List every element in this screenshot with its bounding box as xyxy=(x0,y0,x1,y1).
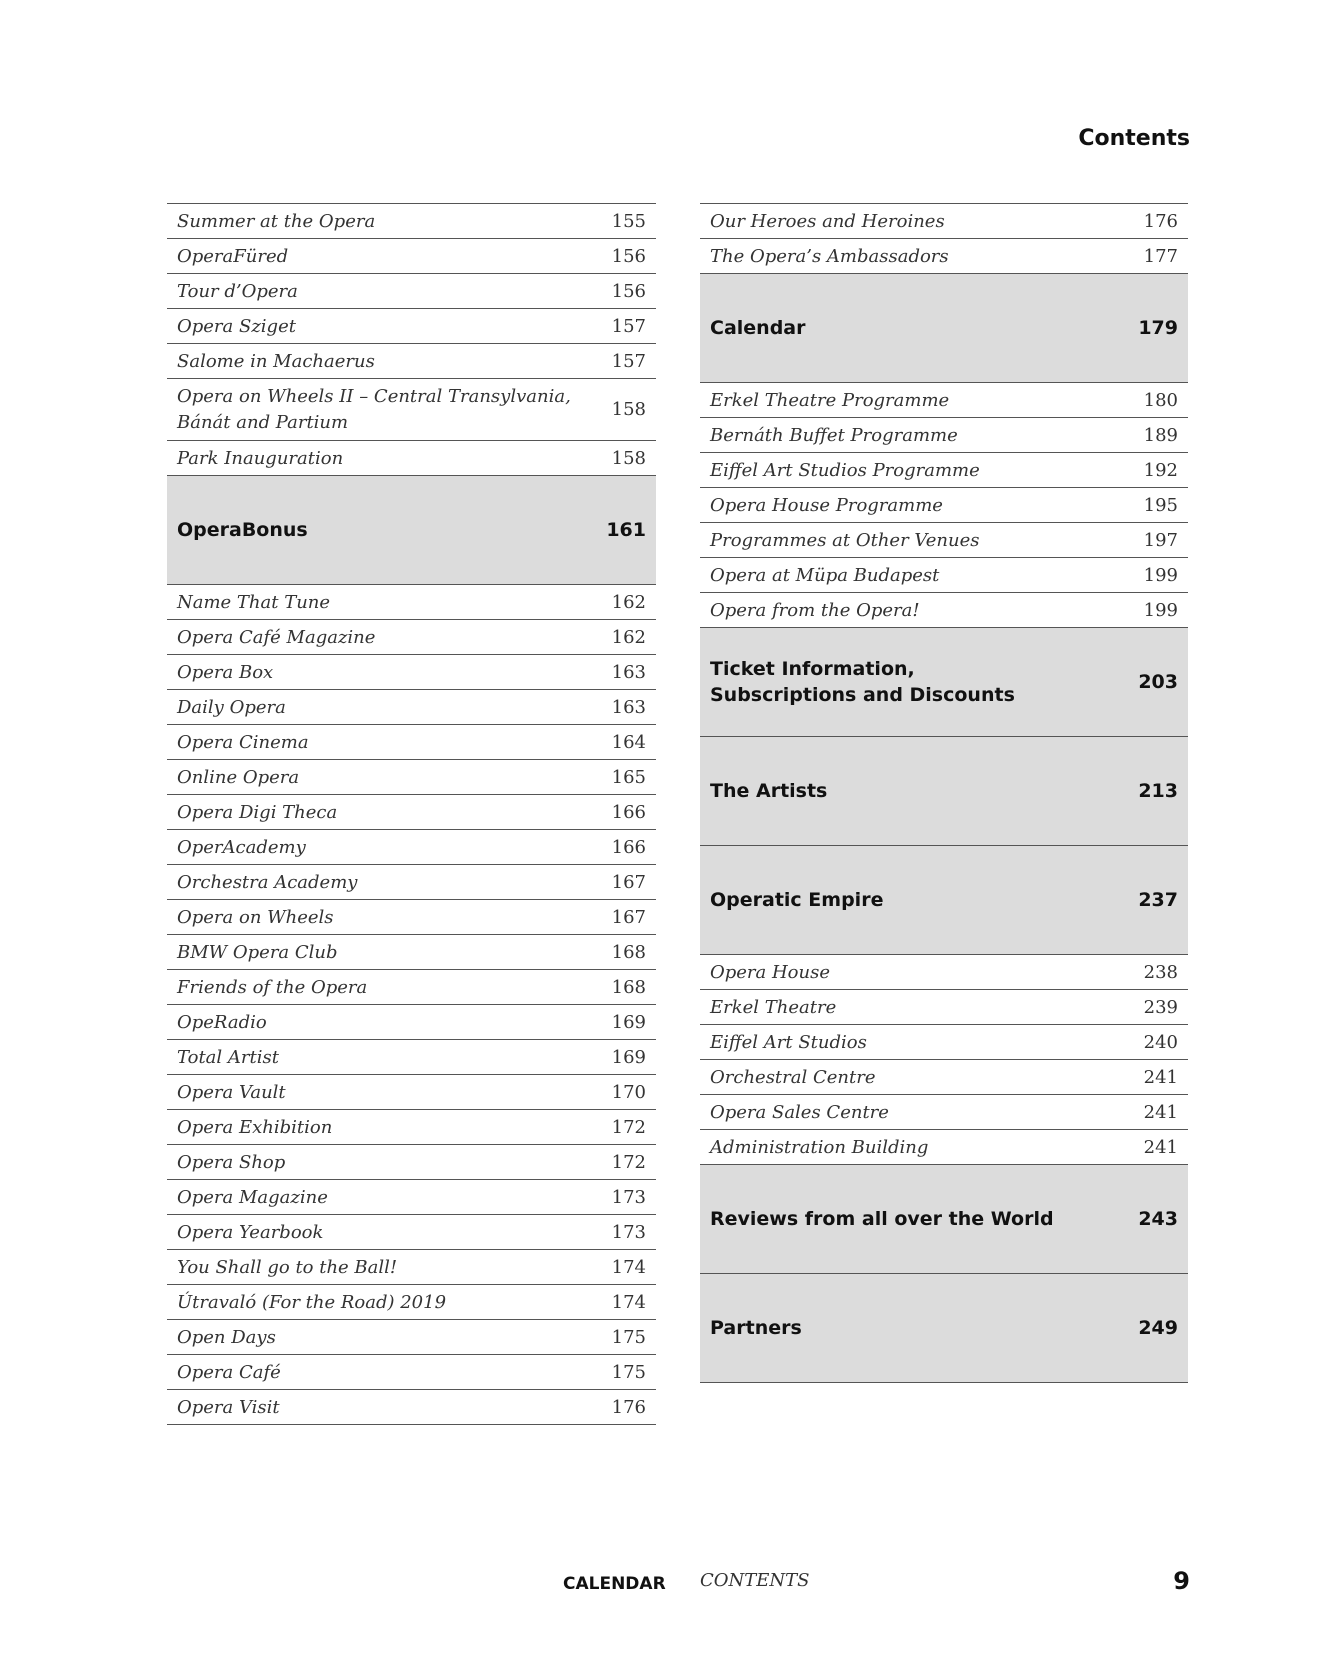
toc-entry-page: 163 xyxy=(611,696,646,718)
toc-entry-title: OperaBonus xyxy=(177,519,308,541)
toc-entry-title: Opera House Programme xyxy=(710,494,943,516)
toc-entry-page: 162 xyxy=(611,591,646,613)
toc-entry-page: 162 xyxy=(611,626,646,648)
toc-entry-page: 189 xyxy=(1143,424,1178,446)
toc-entry-page: 161 xyxy=(606,519,646,541)
toc-entry-row[interactable] xyxy=(167,344,656,379)
toc-entry-row[interactable] xyxy=(700,1130,1188,1165)
toc-entry-title: Online Opera xyxy=(177,766,300,788)
toc-entry-row[interactable] xyxy=(167,1075,656,1110)
toc-entry-page: 241 xyxy=(1143,1136,1178,1158)
toc-entry-row[interactable] xyxy=(700,239,1188,274)
page-number: 9 xyxy=(1173,1567,1190,1595)
toc-entry-row[interactable] xyxy=(700,593,1188,628)
toc-entry-row[interactable] xyxy=(167,1250,656,1285)
toc-entry-title: Erkel Theatre xyxy=(710,996,837,1018)
footer-label: CONTENTS xyxy=(700,1570,810,1591)
toc-entry-title: Opera Exhibition xyxy=(177,1116,333,1138)
toc-entry-title: Opera Cinema xyxy=(177,731,309,753)
toc-entry-row[interactable] xyxy=(167,1110,656,1145)
footer-section: CALENDAR xyxy=(563,1574,666,1594)
toc-entry-title: Calendar xyxy=(710,317,806,339)
toc-entry-title: Daily Opera xyxy=(177,696,286,718)
toc-entry-page: 173 xyxy=(611,1221,646,1243)
toc-entry-page: 165 xyxy=(611,766,646,788)
toc-entry-page: 156 xyxy=(611,280,646,302)
toc-entry-page: 168 xyxy=(611,976,646,998)
page-title: Contents xyxy=(1078,126,1190,151)
toc-entry-title: OperAcademy xyxy=(177,836,306,858)
toc-entry-page: 199 xyxy=(1143,599,1178,621)
toc-entry-row[interactable] xyxy=(167,970,656,1005)
toc-entry-page: 199 xyxy=(1143,564,1178,586)
toc-section-row[interactable] xyxy=(167,476,656,585)
toc-entry-page: 169 xyxy=(611,1011,646,1033)
toc-entry-page: 157 xyxy=(611,315,646,337)
toc-entry-page: 166 xyxy=(611,801,646,823)
toc-entry-row[interactable] xyxy=(167,274,656,309)
toc-entry-page: 180 xyxy=(1143,389,1178,411)
toc-entry-row[interactable] xyxy=(167,935,656,970)
toc-entry-title: Erkel Theatre Programme xyxy=(710,389,950,411)
toc-entry-row[interactable] xyxy=(167,690,656,725)
toc-entry-page: 237 xyxy=(1138,889,1178,911)
toc-entry-title: Reviews from all over the World xyxy=(710,1208,1054,1230)
toc-entry-row[interactable] xyxy=(167,620,656,655)
toc-entry-title: Partners xyxy=(710,1317,802,1339)
toc-entry-title: Programmes at Other Venues xyxy=(710,529,980,551)
toc-entry-title: Friends of the Opera xyxy=(177,976,368,998)
toc-entry-page: 176 xyxy=(611,1396,646,1418)
toc-entry-page: 195 xyxy=(1143,494,1178,516)
toc-entry-row[interactable] xyxy=(700,1025,1188,1060)
toc-entry-page: 157 xyxy=(611,350,646,372)
toc-left-column xyxy=(167,203,656,1425)
toc-entry-title: Opera Shop xyxy=(177,1151,286,1173)
toc-entry-page: 213 xyxy=(1138,780,1178,802)
toc-entry-row[interactable] xyxy=(167,204,656,239)
toc-entry-title: Opera Café Magazine xyxy=(177,626,376,648)
toc-entry-page: 238 xyxy=(1143,961,1178,983)
toc-entry-title: Eiffel Art Studios Programme xyxy=(710,459,980,481)
toc-entry-page: 192 xyxy=(1143,459,1178,481)
toc-entry-title: Operatic Empire xyxy=(710,889,884,911)
toc-entry-title: Opera at Müpa Budapest xyxy=(710,564,940,586)
toc-entry-title: Open Days xyxy=(177,1326,276,1348)
toc-entry-title: Bernáth Buffet Programme xyxy=(710,424,958,446)
toc-entry-page: 243 xyxy=(1138,1208,1178,1230)
toc-entry-page: 203 xyxy=(1138,671,1178,693)
toc-entry-title: Ticket Information, Subscriptions and Discounts xyxy=(710,658,1015,706)
toc-section-row[interactable] xyxy=(700,846,1188,955)
toc-entry-title: Summer at the Opera xyxy=(177,210,376,232)
toc-entry-row[interactable] xyxy=(167,1390,656,1425)
toc-entry-title: Park Inauguration xyxy=(177,447,344,469)
toc-entry-row[interactable] xyxy=(167,441,656,476)
toc-entry-row[interactable] xyxy=(167,655,656,690)
toc-entry-row[interactable] xyxy=(700,1060,1188,1095)
toc-entry-page: 249 xyxy=(1138,1317,1178,1339)
toc-entry-row[interactable] xyxy=(167,1285,656,1320)
toc-entry-page: 175 xyxy=(611,1326,646,1348)
toc-entry-row[interactable] xyxy=(167,830,656,865)
toc-entry-title: Orchestral Centre xyxy=(710,1066,876,1088)
toc-entry-page: 163 xyxy=(611,661,646,683)
toc-entry-title: OperaFüred xyxy=(177,245,289,267)
toc-entry-row[interactable] xyxy=(167,1355,656,1390)
toc-entry-title: Opera on Wheels xyxy=(177,906,334,928)
toc-entry-page: 197 xyxy=(1143,529,1178,551)
toc-entry-title: Opera Sales Centre xyxy=(710,1101,889,1123)
toc-entry-page: 174 xyxy=(611,1256,646,1278)
toc-entry-title: Opera Magazine xyxy=(177,1186,328,1208)
toc-entry-title: Opera Vault xyxy=(177,1081,286,1103)
toc-entry-title: Opera Yearbook xyxy=(177,1221,324,1243)
toc-entry-title: Útravaló (For the Road) 2019 xyxy=(177,1291,447,1313)
toc-entry-row[interactable] xyxy=(167,309,656,344)
toc-entry-title: Total Artist xyxy=(177,1046,279,1068)
toc-entry-page: 177 xyxy=(1143,245,1178,267)
toc-entry-title: Opera House xyxy=(710,961,831,983)
toc-right-column xyxy=(700,203,1188,1383)
toc-entry-title: Salome in Machaerus xyxy=(177,350,375,372)
toc-section-row[interactable] xyxy=(700,628,1188,737)
toc-entry-title: You Shall go to the Ball! xyxy=(177,1256,398,1278)
toc-entry-row[interactable] xyxy=(700,955,1188,990)
toc-entry-row[interactable] xyxy=(700,523,1188,558)
toc-entry-row[interactable] xyxy=(167,1320,656,1355)
toc-entry-page: 158 xyxy=(611,399,646,420)
toc-entry-page: 170 xyxy=(611,1081,646,1103)
toc-entry-page: 175 xyxy=(611,1361,646,1383)
toc-entry-page: 156 xyxy=(611,245,646,267)
toc-entry-row[interactable] xyxy=(167,725,656,760)
toc-section-row[interactable] xyxy=(700,1274,1188,1383)
toc-entry-row[interactable] xyxy=(700,558,1188,593)
toc-entry-row[interactable] xyxy=(700,453,1188,488)
toc-entry-title: Tour d’Opera xyxy=(177,280,298,302)
toc-entry-row[interactable] xyxy=(167,1145,656,1180)
toc-entry-page: 158 xyxy=(611,447,646,469)
toc-entry-page: 239 xyxy=(1143,996,1178,1018)
toc-entry-page: 167 xyxy=(611,906,646,928)
toc-entry-page: 164 xyxy=(611,731,646,753)
toc-entry-title: Our Heroes and Heroines xyxy=(710,210,945,232)
toc-entry-title: OpeRadio xyxy=(177,1011,267,1033)
toc-section-row[interactable] xyxy=(700,1165,1188,1274)
toc-entry-page: 169 xyxy=(611,1046,646,1068)
toc-entry-page: 241 xyxy=(1143,1066,1178,1088)
toc-entry-page: 172 xyxy=(611,1116,646,1138)
toc-entry-title: Opera Café xyxy=(177,1361,281,1383)
toc-entry-title: Administration Building xyxy=(710,1136,929,1158)
toc-entry-row[interactable] xyxy=(167,900,656,935)
toc-entry-row[interactable] xyxy=(700,383,1188,418)
toc-entry-row[interactable] xyxy=(700,204,1188,239)
toc-entry-title: Opera Box xyxy=(177,661,274,683)
toc-entry-page: 166 xyxy=(611,836,646,858)
toc-entry-row[interactable] xyxy=(167,379,656,441)
toc-entry-page: 168 xyxy=(611,941,646,963)
toc-entry-page: 179 xyxy=(1138,317,1178,339)
toc-entry-title: Orchestra Academy xyxy=(177,871,358,893)
toc-entry-row[interactable] xyxy=(167,1005,656,1040)
toc-entry-title: The Opera’s Ambassadors xyxy=(710,245,949,267)
toc-entry-title: Eiffel Art Studios xyxy=(710,1031,867,1053)
toc-entry-row[interactable] xyxy=(167,795,656,830)
toc-entry-title: The Artists xyxy=(710,780,828,802)
toc-entry-row[interactable] xyxy=(167,239,656,274)
toc-section-row[interactable] xyxy=(700,737,1188,846)
toc-entry-title: Opera Digi Theca xyxy=(177,801,338,823)
toc-entry-page: 167 xyxy=(611,871,646,893)
toc-entry-title: Name That Tune xyxy=(177,591,331,613)
toc-entry-row[interactable] xyxy=(700,488,1188,523)
toc-entry-row[interactable] xyxy=(167,1215,656,1250)
toc-entry-page: 240 xyxy=(1143,1031,1178,1053)
toc-section-row[interactable] xyxy=(700,274,1188,383)
toc-entry-title: Opera Sziget xyxy=(177,315,296,337)
toc-entry-row[interactable] xyxy=(167,585,656,620)
toc-entry-title: Opera on Wheels II – Central Transylvania, Bánát and Partium xyxy=(177,385,571,433)
toc-entry-title: Opera Visit xyxy=(177,1396,280,1418)
toc-entry-row[interactable] xyxy=(167,760,656,795)
toc-entry-page: 174 xyxy=(611,1291,646,1313)
toc-entry-page: 172 xyxy=(611,1151,646,1173)
toc-entry-row[interactable] xyxy=(700,418,1188,453)
toc-entry-row[interactable] xyxy=(167,1040,656,1075)
toc-entry-title: BMW Opera Club xyxy=(177,941,338,963)
toc-entry-row[interactable] xyxy=(700,1095,1188,1130)
toc-entry-row[interactable] xyxy=(700,990,1188,1025)
toc-entry-row[interactable] xyxy=(167,865,656,900)
toc-entry-page: 155 xyxy=(611,210,646,232)
toc-entry-page: 176 xyxy=(1143,210,1178,232)
toc-entry-page: 241 xyxy=(1143,1101,1178,1123)
toc-entry-page: 173 xyxy=(611,1186,646,1208)
toc-entry-row[interactable] xyxy=(167,1180,656,1215)
toc-entry-title: Opera from the Opera! xyxy=(710,599,920,621)
